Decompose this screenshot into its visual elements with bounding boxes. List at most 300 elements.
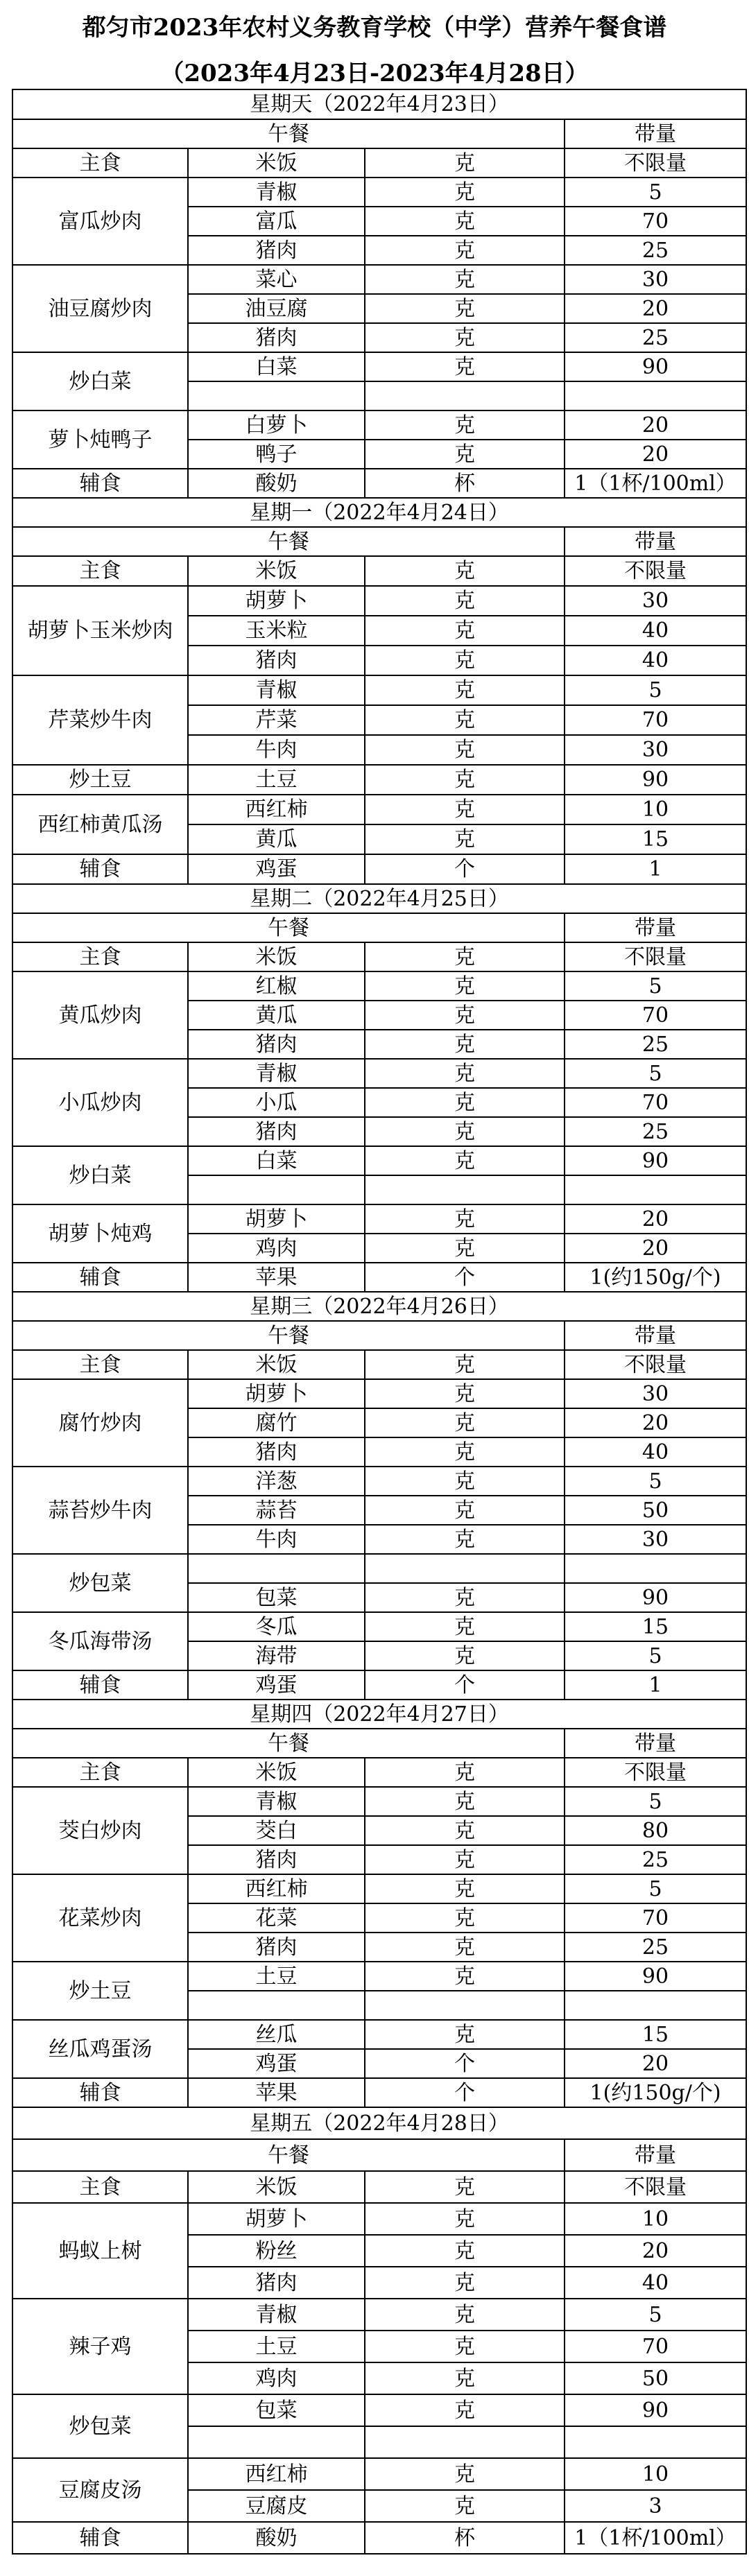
ingredient-amount: 5	[565, 178, 746, 207]
ingredient-unit: 克	[365, 795, 565, 824]
ingredient-amount: 90	[565, 352, 746, 381]
table-row	[12, 119, 746, 148]
table-row	[12, 178, 746, 207]
ingredient-name	[188, 381, 365, 410]
ingredient-name: 牛肉	[188, 1525, 365, 1554]
ingredient-amount: 不限量	[565, 556, 746, 586]
table-row	[12, 2522, 746, 2554]
ingredient-amount: 25	[565, 1933, 746, 1962]
dish-name: 蚂蚁上树	[12, 2203, 188, 2299]
ingredient-name: 猪肉	[188, 646, 365, 675]
dish-name: 黄瓜炒肉	[12, 971, 188, 1059]
table-row	[12, 913, 746, 942]
ingredient-unit: 个	[365, 854, 565, 884]
ingredient-name: 鸭子	[188, 440, 365, 469]
ingredient-unit: 克	[365, 1933, 565, 1962]
ingredient-unit: 克	[365, 675, 565, 705]
dish-name: 花菜炒肉	[12, 1874, 188, 1962]
dish-name: 炒包菜	[12, 2394, 188, 2458]
ingredient-amount: 90	[565, 1583, 746, 1612]
ingredient-amount: 3	[565, 2490, 746, 2522]
ingredient-amount: 30	[565, 265, 746, 294]
ingredient-name: 米饭	[188, 1758, 365, 1787]
ingredient-name: 酸奶	[188, 469, 365, 498]
ingredient-unit: 克	[365, 2299, 565, 2331]
ingredient-name: 白菜	[188, 1146, 365, 1175]
menu-table	[12, 89, 747, 2555]
ingredient-unit: 克	[365, 236, 565, 265]
dish-name: 炒白菜	[12, 352, 188, 410]
ingredient-amount	[565, 1991, 746, 2020]
ingredient-name: 包菜	[188, 1583, 365, 1612]
ingredient-unit: 克	[365, 2267, 565, 2299]
ingredient-amount: 40	[565, 1437, 746, 1467]
ingredient-unit: 克	[365, 1874, 565, 1903]
ingredient-unit: 克	[365, 1408, 565, 1437]
day-title: 星期一（2022年4月24日）	[12, 498, 746, 527]
amount-header: 带量	[565, 2139, 746, 2171]
ingredient-amount: 50	[565, 2362, 746, 2394]
dish-name: 炒土豆	[12, 1962, 188, 2020]
ingredient-name: 青椒	[188, 675, 365, 705]
ingredient-unit: 克	[365, 2394, 565, 2426]
day-title: 星期五（2022年4月28日）	[12, 2107, 746, 2139]
ingredient-name: 青椒	[188, 1787, 365, 1816]
ingredient-name	[188, 1991, 365, 2020]
ingredient-name: 粉丝	[188, 2235, 365, 2267]
ingredient-amount: 70	[565, 2331, 746, 2362]
ingredient-amount: 10	[565, 795, 746, 824]
dish-name: 豆腐皮汤	[12, 2458, 188, 2522]
ingredient-unit: 克	[365, 2020, 565, 2049]
table-row	[12, 1670, 746, 1700]
ingredient-amount: 1(约150g/个)	[565, 2078, 746, 2107]
ingredient-name: 土豆	[188, 2331, 365, 2362]
ingredient-name: 米饭	[188, 556, 365, 586]
amount-header: 带量	[565, 913, 746, 942]
dish-name: 萝卜炖鸭子	[12, 410, 188, 469]
ingredient-amount: 70	[565, 705, 746, 735]
ingredient-unit: 克	[365, 1583, 565, 1612]
table-row	[12, 2299, 746, 2331]
staple-label: 主食	[12, 556, 188, 586]
ingredient-name	[188, 1175, 365, 1204]
ingredient-amount: 5	[565, 1874, 746, 1903]
ingredient-name: 胡萝卜	[188, 586, 365, 616]
ingredient-amount: 25	[565, 1845, 746, 1874]
ingredient-amount: 15	[565, 1612, 746, 1641]
ingredient-amount	[565, 1175, 746, 1204]
dish-name: 西红柿黄瓜汤	[12, 795, 188, 854]
dish-name: 丝瓜鸡蛋汤	[12, 2020, 188, 2078]
lunch-header: 午餐	[12, 119, 565, 148]
ingredient-amount: 不限量	[565, 2171, 746, 2203]
ingredient-amount: 30	[565, 735, 746, 765]
ingredient-amount: 5	[565, 1641, 746, 1670]
ingredient-name: 蒜苔	[188, 1496, 365, 1525]
dish-name: 芹菜炒牛肉	[12, 675, 188, 765]
ingredient-amount: 1	[565, 854, 746, 884]
ingredient-unit: 克	[365, 556, 565, 586]
ingredient-name: 猪肉	[188, 1030, 365, 1059]
ingredient-unit: 克	[365, 1059, 565, 1088]
day-title: 星期二（2022年4月25日）	[12, 884, 746, 913]
ingredient-name: 富瓜	[188, 207, 365, 236]
ingredient-unit: 个	[365, 2049, 565, 2078]
ingredient-unit: 克	[365, 1787, 565, 1816]
ingredient-name	[188, 2426, 365, 2458]
ingredient-name: 苹果	[188, 2078, 365, 2107]
ingredient-amount: 50	[565, 1496, 746, 1525]
amount-header: 带量	[565, 1321, 746, 1350]
ingredient-unit: 克	[365, 1641, 565, 1670]
ingredient-name: 猪肉	[188, 1117, 365, 1146]
ingredient-unit: 克	[365, 1845, 565, 1874]
table-row	[12, 1962, 746, 1991]
ingredient-name: 鸡蛋	[188, 854, 365, 884]
table-row	[12, 2171, 746, 2203]
lunch-header: 午餐	[12, 1729, 565, 1758]
ingredient-name: 冬瓜	[188, 1612, 365, 1641]
side-label: 辅食	[12, 1263, 188, 1292]
table-row	[12, 2139, 746, 2171]
ingredient-amount: 70	[565, 1001, 746, 1030]
ingredient-amount: 90	[565, 2394, 746, 2426]
ingredient-unit: 克	[365, 294, 565, 323]
ingredient-name: 小瓜	[188, 1088, 365, 1117]
ingredient-unit: 克	[365, 616, 565, 646]
ingredient-unit: 克	[365, 440, 565, 469]
table-row	[12, 1612, 746, 1641]
ingredient-unit: 克	[365, 148, 565, 178]
table-row	[12, 265, 746, 294]
ingredient-amount: 25	[565, 1117, 746, 1146]
ingredient-unit: 克	[365, 1903, 565, 1933]
table-row	[12, 2394, 746, 2426]
dish-name: 油豆腐炒肉	[12, 265, 188, 352]
lunch-header: 午餐	[12, 527, 565, 556]
ingredient-amount: 40	[565, 616, 746, 646]
ingredient-name: 猪肉	[188, 2267, 365, 2299]
ingredient-amount: 15	[565, 824, 746, 854]
ingredient-name: 鸡蛋	[188, 1670, 365, 1700]
date-range: （2023年4月23日-2023年4月28日）	[160, 60, 589, 87]
table-row	[12, 2020, 746, 2049]
side-label: 辅食	[12, 854, 188, 884]
ingredient-amount: 90	[565, 1146, 746, 1175]
ingredient-unit	[365, 1175, 565, 1204]
ingredient-unit: 克	[365, 1437, 565, 1467]
ingredient-unit: 克	[365, 1816, 565, 1845]
ingredient-unit: 克	[365, 1496, 565, 1525]
day-title: 星期四（2022年4月27日）	[12, 1700, 746, 1729]
ingredient-name: 花菜	[188, 1903, 365, 1933]
ingredient-amount: 30	[565, 1525, 746, 1554]
ingredient-unit: 克	[365, 1146, 565, 1175]
table-row	[12, 2107, 746, 2139]
ingredient-name: 胡萝卜	[188, 1379, 365, 1408]
dish-name: 茭白炒肉	[12, 1787, 188, 1874]
ingredient-amount: 5	[565, 1787, 746, 1816]
ingredient-amount: 20	[565, 1204, 746, 1234]
ingredient-unit: 个	[365, 1263, 565, 1292]
table-row	[12, 556, 746, 586]
table-row	[12, 1554, 746, 1583]
ingredient-name: 土豆	[188, 1962, 365, 1991]
ingredient-unit: 克	[365, 2458, 565, 2490]
table-row	[12, 527, 746, 556]
side-label: 辅食	[12, 469, 188, 498]
ingredient-name: 米饭	[188, 942, 365, 971]
table-row	[12, 1700, 746, 1729]
ingredient-name: 猪肉	[188, 1437, 365, 1467]
staple-label: 主食	[12, 942, 188, 971]
ingredient-name: 苹果	[188, 1263, 365, 1292]
ingredient-unit: 克	[365, 207, 565, 236]
ingredient-unit: 克	[365, 1204, 565, 1234]
ingredient-name: 鸡肉	[188, 1234, 365, 1263]
ingredient-unit: 克	[365, 265, 565, 294]
ingredient-name: 油豆腐	[188, 294, 365, 323]
ingredient-name: 猪肉	[188, 1933, 365, 1962]
ingredient-unit	[365, 2426, 565, 2458]
ingredient-name: 丝瓜	[188, 2020, 365, 2049]
table-row	[12, 942, 746, 971]
ingredient-name: 鸡肉	[188, 2362, 365, 2394]
table-row	[12, 2458, 746, 2490]
day-title: 星期三（2022年4月26日）	[12, 1292, 746, 1321]
ingredient-amount: 30	[565, 586, 746, 616]
ingredient-amount: 10	[565, 2458, 746, 2490]
table-row	[12, 884, 746, 913]
ingredient-amount: 40	[565, 2267, 746, 2299]
ingredient-name: 米饭	[188, 1350, 365, 1379]
ingredient-name: 米饭	[188, 2171, 365, 2203]
ingredient-name: 茭白	[188, 1816, 365, 1845]
side-label: 辅食	[12, 2078, 188, 2107]
ingredient-amount: 10	[565, 2203, 746, 2235]
ingredient-amount: 5	[565, 675, 746, 705]
ingredient-amount: 1（1杯/100ml）	[565, 469, 746, 498]
dish-name: 腐竹炒肉	[12, 1379, 188, 1467]
ingredient-unit: 克	[365, 1962, 565, 1991]
ingredient-amount: 20	[565, 2235, 746, 2267]
ingredient-amount: 20	[565, 1234, 746, 1263]
ingredient-unit: 个	[365, 1670, 565, 1700]
ingredient-amount: 25	[565, 236, 746, 265]
ingredient-unit: 克	[365, 646, 565, 675]
ingredient-name: 西红柿	[188, 1874, 365, 1903]
ingredient-name: 包菜	[188, 2394, 365, 2426]
table-row	[12, 410, 746, 440]
table-row	[12, 2203, 746, 2235]
ingredient-name: 鸡蛋	[188, 2049, 365, 2078]
dish-name: 炒土豆	[12, 765, 188, 795]
ingredient-unit: 克	[365, 178, 565, 207]
ingredient-unit: 克	[365, 1001, 565, 1030]
table-row	[12, 675, 746, 705]
menu-table-body	[12, 89, 746, 2554]
ingredient-amount	[565, 2426, 746, 2458]
ingredient-amount: 5	[565, 1059, 746, 1088]
dish-name: 胡萝卜炖鸡	[12, 1204, 188, 1263]
table-row	[12, 586, 746, 616]
ingredient-unit: 克	[365, 1758, 565, 1787]
table-row	[12, 1146, 746, 1175]
ingredient-unit: 克	[365, 1234, 565, 1263]
ingredient-unit: 克	[365, 1379, 565, 1408]
ingredient-unit: 克	[365, 705, 565, 735]
table-row	[12, 2078, 746, 2107]
ingredient-unit: 克	[365, 2490, 565, 2522]
amount-header: 带量	[565, 527, 746, 556]
ingredient-unit: 克	[365, 323, 565, 352]
ingredient-unit: 克	[365, 1350, 565, 1379]
table-row	[12, 854, 746, 884]
ingredient-amount: 90	[565, 1962, 746, 1991]
ingredient-unit: 克	[365, 1030, 565, 1059]
table-row	[12, 89, 746, 119]
ingredient-amount: 不限量	[565, 942, 746, 971]
ingredient-name: 胡萝卜	[188, 1204, 365, 1234]
lunch-header: 午餐	[12, 913, 565, 942]
staple-label: 主食	[12, 148, 188, 178]
page-title: 都匀市2023年农村义务教育学校（中学）营养午餐食谱	[82, 14, 667, 42]
ingredient-unit: 克	[365, 2235, 565, 2267]
side-label: 辅食	[12, 2522, 188, 2554]
ingredient-unit: 克	[365, 1612, 565, 1641]
ingredient-amount: 15	[565, 2020, 746, 2049]
table-row	[12, 1292, 746, 1321]
ingredient-amount: 5	[565, 971, 746, 1001]
ingredient-unit: 克	[365, 1088, 565, 1117]
ingredient-name: 黄瓜	[188, 1001, 365, 1030]
ingredient-name: 猪肉	[188, 236, 365, 265]
ingredient-unit: 克	[365, 1117, 565, 1146]
ingredient-unit: 杯	[365, 469, 565, 498]
table-row	[12, 971, 746, 1001]
ingredient-name: 青椒	[188, 1059, 365, 1088]
ingredient-name: 海带	[188, 1641, 365, 1670]
ingredient-name: 玉米粒	[188, 616, 365, 646]
ingredient-name: 豆腐皮	[188, 2490, 365, 2522]
side-label: 辅食	[12, 1670, 188, 1700]
staple-label: 主食	[12, 2171, 188, 2203]
table-row	[12, 498, 746, 527]
table-row	[12, 1874, 746, 1903]
ingredient-name: 西红柿	[188, 795, 365, 824]
ingredient-amount: 80	[565, 1816, 746, 1845]
ingredient-name: 腐竹	[188, 1408, 365, 1437]
table-row	[12, 352, 746, 381]
ingredient-unit: 杯	[365, 2522, 565, 2554]
table-row	[12, 1467, 746, 1496]
lunch-header: 午餐	[12, 1321, 565, 1350]
dish-name: 富瓜炒肉	[12, 178, 188, 265]
day-title: 星期天（2022年4月23日）	[12, 89, 746, 119]
ingredient-amount: 不限量	[565, 148, 746, 178]
ingredient-name: 胡萝卜	[188, 2203, 365, 2235]
ingredient-amount: 20	[565, 2049, 746, 2078]
ingredient-amount	[565, 1554, 746, 1583]
lunch-header: 午餐	[12, 2139, 565, 2171]
ingredient-unit	[365, 381, 565, 410]
ingredient-unit	[365, 1991, 565, 2020]
ingredient-name: 芹菜	[188, 705, 365, 735]
ingredient-name: 青椒	[188, 178, 365, 207]
ingredient-unit: 克	[365, 735, 565, 765]
ingredient-name: 猪肉	[188, 323, 365, 352]
ingredient-name: 白菜	[188, 352, 365, 381]
ingredient-amount: 20	[565, 294, 746, 323]
table-row	[12, 1204, 746, 1234]
ingredient-name: 猪肉	[188, 1845, 365, 1874]
ingredient-name: 白萝卜	[188, 410, 365, 440]
table-row	[12, 1321, 746, 1350]
ingredient-name: 米饭	[188, 148, 365, 178]
ingredient-name: 西红柿	[188, 2458, 365, 2490]
ingredient-name: 土豆	[188, 765, 365, 795]
ingredient-amount: 20	[565, 410, 746, 440]
table-row	[12, 469, 746, 498]
ingredient-amount: 40	[565, 646, 746, 675]
ingredient-amount: 1	[565, 1670, 746, 1700]
ingredient-amount: 90	[565, 765, 746, 795]
ingredient-unit: 克	[365, 971, 565, 1001]
ingredient-unit: 克	[365, 1525, 565, 1554]
ingredient-unit: 个	[365, 2078, 565, 2107]
dish-name: 小瓜炒肉	[12, 1059, 188, 1146]
ingredient-name	[188, 1554, 365, 1583]
table-row	[12, 1263, 746, 1292]
amount-header: 带量	[565, 1729, 746, 1758]
ingredient-unit: 克	[365, 824, 565, 854]
ingredient-name: 菜心	[188, 265, 365, 294]
dish-name: 辣子鸡	[12, 2299, 188, 2394]
table-row	[12, 765, 746, 795]
ingredient-name: 洋葱	[188, 1467, 365, 1496]
table-row	[12, 1729, 746, 1758]
table-row	[12, 1379, 746, 1408]
ingredient-name: 青椒	[188, 2299, 365, 2331]
ingredient-amount: 70	[565, 1903, 746, 1933]
table-row	[12, 1787, 746, 1816]
ingredient-name: 红椒	[188, 971, 365, 1001]
ingredient-name: 酸奶	[188, 2522, 365, 2554]
ingredient-unit: 克	[365, 2331, 565, 2362]
ingredient-amount: 不限量	[565, 1350, 746, 1379]
table-row	[12, 795, 746, 824]
table-row	[12, 1350, 746, 1379]
ingredient-unit: 克	[365, 942, 565, 971]
ingredient-name: 牛肉	[188, 735, 365, 765]
ingredient-name: 黄瓜	[188, 824, 365, 854]
ingredient-unit: 克	[365, 410, 565, 440]
ingredient-unit: 克	[365, 586, 565, 616]
ingredient-amount: 1(约150g/个)	[565, 1263, 746, 1292]
ingredient-amount: 70	[565, 207, 746, 236]
ingredient-unit: 克	[365, 765, 565, 795]
table-row	[12, 1059, 746, 1088]
ingredient-amount: 20	[565, 1408, 746, 1437]
ingredient-amount: 70	[565, 1088, 746, 1117]
ingredient-amount: 20	[565, 440, 746, 469]
ingredient-unit	[365, 1554, 565, 1583]
ingredient-amount: 1（1杯/100ml）	[565, 2522, 746, 2554]
ingredient-unit: 克	[365, 2362, 565, 2394]
dish-name: 胡萝卜玉米炒肉	[12, 586, 188, 675]
ingredient-amount: 25	[565, 323, 746, 352]
